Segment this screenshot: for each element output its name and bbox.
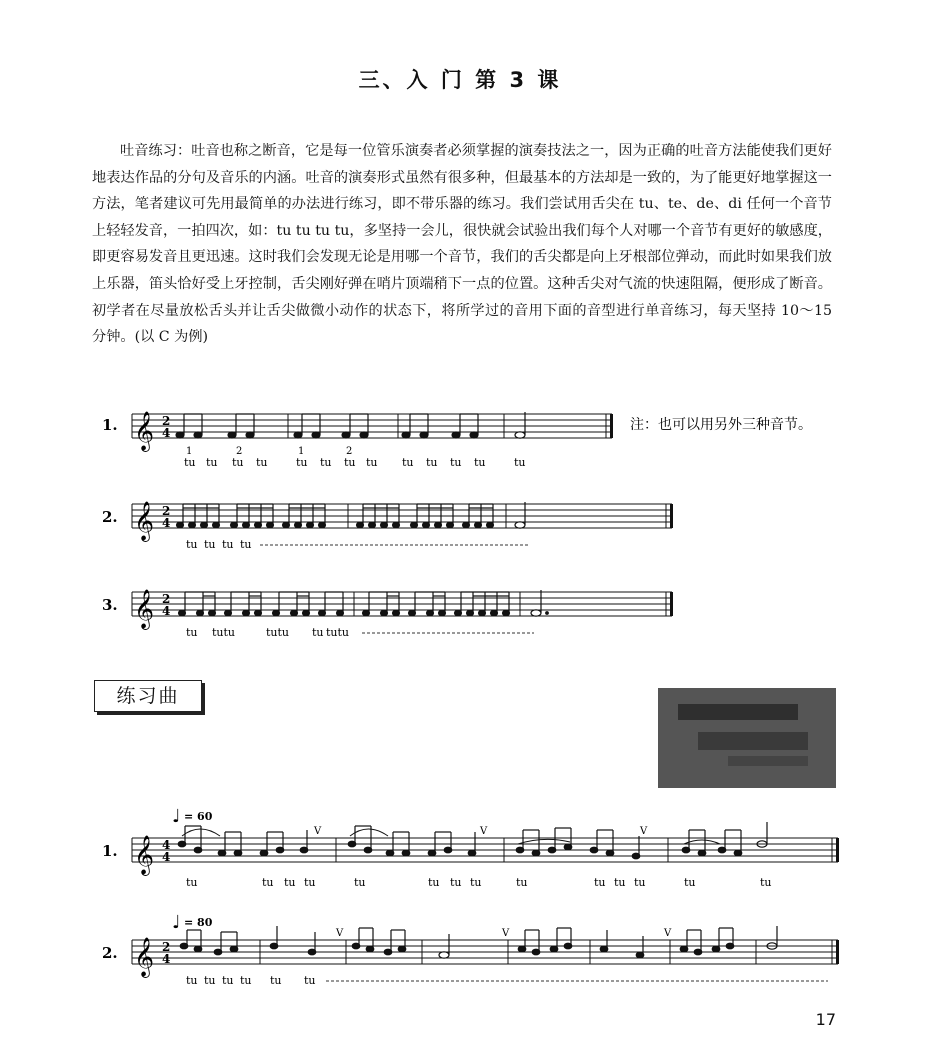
treble-clef-icon: 𝄞 — [134, 937, 155, 977]
exercise-3-staff — [100, 578, 700, 642]
svg-text:tu: tu — [594, 876, 606, 889]
piece-number: 1. — [102, 842, 118, 860]
svg-text:tu: tu — [186, 626, 198, 639]
svg-text:tu: tu — [516, 876, 528, 889]
exercise-2-syllables — [186, 538, 252, 551]
svg-text:tu: tu — [320, 456, 332, 469]
quarter-note-icon: ♩ — [172, 912, 181, 933]
svg-text:tu: tu — [684, 876, 696, 889]
svg-text:tutu: tutu — [326, 626, 350, 639]
svg-text:tutu: tutu — [266, 626, 290, 639]
svg-text:tu: tu — [206, 456, 218, 469]
svg-text:tu: tu — [204, 538, 216, 551]
svg-text:2: 2 — [162, 592, 171, 606]
svg-text:tu: tu — [312, 626, 324, 639]
svg-text:tu: tu — [366, 456, 378, 469]
svg-text:tu: tu — [450, 876, 462, 889]
svg-text:tu: tu — [614, 876, 626, 889]
treble-clef-icon: 𝄞 — [134, 501, 155, 541]
etude-section-label: 练习曲 — [94, 680, 202, 712]
tempo-mark: = 80 — [184, 916, 213, 929]
fingering-mark: 2 — [346, 446, 353, 457]
svg-text:tu: tu — [204, 974, 216, 987]
svg-text:tu: tu — [222, 538, 234, 551]
svg-text:V: V — [502, 928, 510, 939]
etude-1-staff — [100, 800, 840, 896]
svg-text:tu: tu — [354, 876, 366, 889]
svg-text:2: 2 — [162, 940, 171, 954]
exercise-number: 1. — [102, 416, 118, 434]
exercise-2-staff — [100, 490, 700, 554]
svg-text:tu: tu — [186, 974, 198, 987]
paragraph-text: 吐音练习：吐音也称之断音，它是每一位管乐演奏者必须掌握的演奏技法之一，因为正确的吐音方法能使我们更好地表达作品的分句及音乐的内涵。吐音的演奏形式虽然有很多种，但最基本的方法却是一致的，为了能更好地掌握这一方法，笔者建议可先用最简单的办法进行练习，即不带乐器的练习。我们尝试用舌尖在 tu、te、de、di 任何一个音节上轻轻发音，一拍四次，如：tu tu tu tu，多坚持一会儿，很快就会试验出我们每个人对哪一个音节有更好的敏感度，即更容易发音且更迅速。这时我们会发现无论是用哪一个音节，我们的舌尖都是向上牙根部位弹动，而此时如果我们放上乐器，笛头恰好受上牙控制，舌尖刚好弹在哨片顶端稍下一点的位置。这种舌尖对气流的快速阻隔，便形成了断音。初学者在尽量放松舌头并让舌尖做微小动作的状态下，将所学过的音用下面的音型进行单音练习，每天坚持 10～15 分钟。(以 C 为例) — [92, 143, 832, 346]
svg-text:tu: tu — [428, 876, 440, 889]
svg-text:tu: tu — [222, 974, 234, 987]
treble-clef-icon: 𝄞 — [134, 835, 155, 875]
svg-text:tu: tu — [256, 456, 268, 469]
page-title: 三、入 门 第 3 课 — [358, 68, 562, 92]
svg-text:tu: tu — [474, 456, 486, 469]
svg-text:tu: tu — [760, 876, 772, 889]
svg-text:V: V — [664, 928, 672, 939]
svg-text:tu: tu — [240, 974, 252, 987]
time-signature-bottom: 4 — [162, 426, 171, 440]
page-number: 17 — [815, 1010, 836, 1029]
exercise-number: 3. — [102, 596, 118, 614]
svg-text:2: 2 — [162, 504, 171, 518]
exercise-3-notes — [179, 590, 549, 616]
exercise-number: 2. — [102, 508, 118, 526]
tempo-mark: = 60 — [184, 810, 213, 823]
svg-text:tu: tu — [426, 456, 438, 469]
exercise-1-syllables — [184, 456, 526, 469]
svg-text:tu: tu — [402, 456, 414, 469]
svg-text:tu: tu — [232, 456, 244, 469]
exercise-1-notes — [176, 412, 525, 438]
svg-text:tu: tu — [514, 456, 526, 469]
etude-2-notes — [180, 926, 777, 958]
svg-text:tu: tu — [186, 538, 198, 551]
body-paragraph — [92, 138, 832, 351]
svg-text:tu: tu — [184, 456, 196, 469]
svg-text:tu: tu — [262, 876, 274, 889]
exercise-1-staff — [100, 400, 840, 476]
svg-text:tutu: tutu — [212, 626, 236, 639]
svg-text:V: V — [640, 826, 648, 837]
exercise-note: 注：也可以用另外三种音节。 — [630, 417, 812, 433]
fingering-mark: 1 — [186, 446, 193, 457]
svg-text:4: 4 — [162, 838, 171, 852]
svg-text:tu: tu — [270, 974, 282, 987]
svg-text:V: V — [480, 826, 488, 837]
etude-2-syllables — [186, 974, 316, 987]
breath-marks — [335, 928, 672, 939]
svg-text:tu: tu — [304, 974, 316, 987]
svg-text:4: 4 — [162, 516, 171, 530]
svg-text:4: 4 — [162, 952, 171, 966]
fingering-mark: 2 — [236, 446, 243, 457]
svg-text:V: V — [336, 928, 344, 939]
svg-text:4: 4 — [162, 604, 171, 618]
svg-text:tu: tu — [284, 876, 296, 889]
etude-2-staff — [100, 908, 840, 988]
svg-text:tu: tu — [304, 876, 316, 889]
breath-marks — [313, 826, 648, 837]
svg-text:tu: tu — [470, 876, 482, 889]
svg-text:tu: tu — [240, 538, 252, 551]
exercise-3-syllables — [186, 626, 349, 639]
svg-text:tu: tu — [186, 876, 198, 889]
svg-text:tu: tu — [344, 456, 356, 469]
svg-text:tu: tu — [450, 456, 462, 469]
svg-text:V: V — [314, 826, 322, 837]
svg-text:tu: tu — [296, 456, 308, 469]
instrument-photo — [658, 688, 836, 788]
piece-number: 2. — [102, 944, 118, 962]
etude-1-syllables — [186, 876, 772, 889]
svg-text:4: 4 — [162, 850, 171, 864]
quarter-note-icon: ♩ — [172, 806, 181, 827]
time-signature-top: 2 — [162, 414, 171, 428]
exercise-2-notes — [177, 502, 526, 528]
etude-1-notes — [178, 822, 767, 859]
treble-clef-icon: 𝄞 — [134, 589, 155, 629]
treble-clef-icon: 𝄞 — [134, 411, 155, 451]
fingering-mark: 1 — [298, 446, 305, 457]
svg-text:tu: tu — [634, 876, 646, 889]
